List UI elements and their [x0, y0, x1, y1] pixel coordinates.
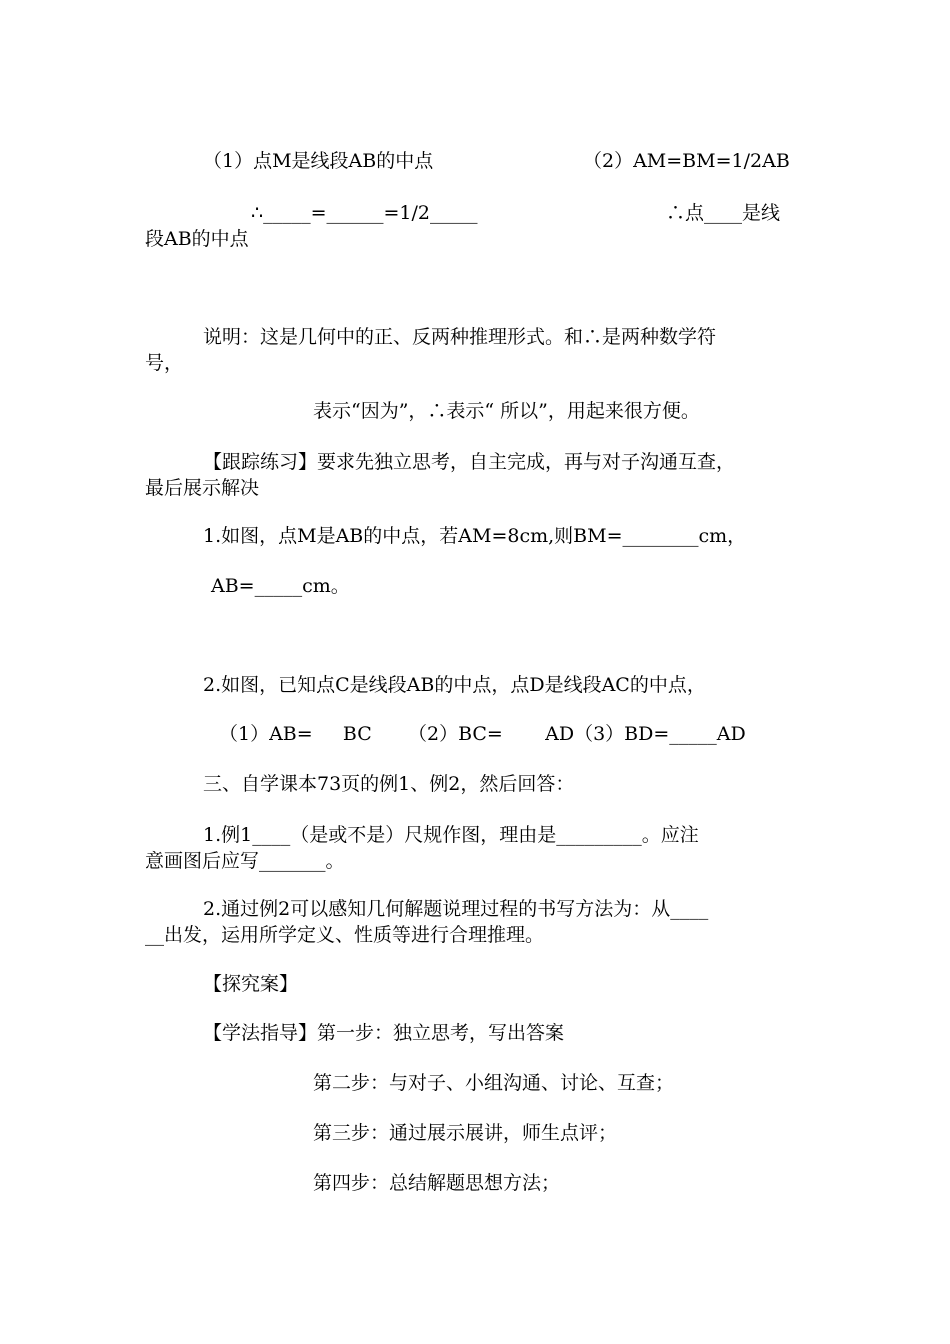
question-2-blanks: （1）AB= BC （2）BC= AD（3）BD=_____AD: [219, 723, 746, 745]
method-guide-step-2: 第二步：与对子、小组沟通、讨论、互查；: [313, 1072, 675, 1094]
example-2-blank-line-continued: 段AB的中点: [145, 228, 249, 250]
method-guide-step-1: 【学法指导】第一步：独立思考，写出答案: [203, 1022, 565, 1044]
section-3-question-1-continued: 意画图后应写_______。: [145, 850, 345, 872]
explanation-line: 说明：这是几何中的正、反两种推理形式。和∴是两种数学符: [203, 326, 717, 348]
explanation-line: 号，: [145, 352, 184, 374]
tracking-practice-heading-continued: 最后展示解决: [145, 477, 260, 499]
example-1-title: （1）点M是线段AB的中点: [203, 150, 434, 172]
example-2-title: （2）AM=BM=1/2AB: [583, 150, 790, 172]
method-guide-step-4: 第四步：总结解题思想方法；: [313, 1172, 561, 1194]
inquiry-title: 【探究案】: [203, 973, 299, 995]
tracking-practice-heading: 【跟踪练习】要求先独立思考，自主完成，再与对子沟通互查，: [203, 451, 736, 473]
question-1-line: AB=_____cm。: [211, 575, 350, 597]
example-1-blank-line: ∴_____=______=1/2_____: [251, 202, 478, 224]
method-guide-step-3: 第三步：通过展示展讲，师生点评；: [313, 1122, 618, 1144]
section-3-question-2: 2.通过例2可以感知几何解题说理过程的书写方法为：从____: [203, 898, 709, 920]
example-2-blank-line: ∴点____是线: [666, 202, 781, 224]
explanation-symbols-line: 表示“因为”，∴表示“ 所以”，用起来很方便。: [313, 400, 700, 422]
section-3-question-1: 1.例1____（是或不是）尺规作图，理由是_________。应注: [203, 824, 699, 846]
section-3-question-2-continued: __出发，运用所学定义、性质等进行合理推理。: [145, 924, 545, 946]
question-2-line: 2.如图，已知点C是线段AB的中点，点D是线段AC的中点，: [203, 674, 706, 696]
question-1-line: 1.如图，点M是AB的中点，若AM=8cm,则BM=________cm，: [203, 525, 747, 547]
section-3-title: 三、自学课本73页的例1、例2，然后回答：: [203, 773, 575, 795]
